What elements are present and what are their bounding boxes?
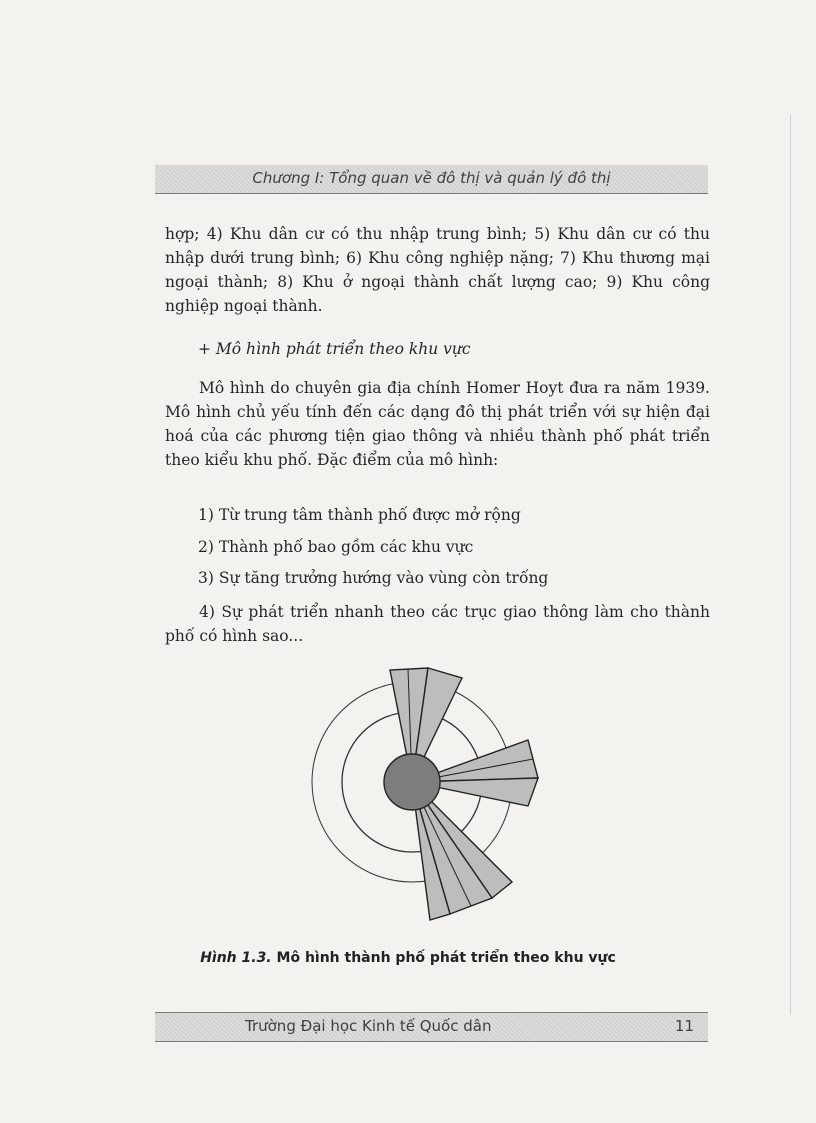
footer-band (155, 1012, 708, 1042)
intro-paragraph (165, 222, 710, 318)
intro-text: hợp; 4) Khu dân cư có thu nhập trung bình; 5) Khu dân cư có thu nhập dưới trung bình; 6) Khu công nghiệp nặng; 7) Khu thương mại ngoại thành; 8) Khu ở ngoại thành chất lượng cao; 9) Khu công nghiệp ngoại thành. (165, 225, 710, 315)
list-item-3: 3) Sự tăng trưởng hướng vào vùng còn trống (198, 569, 549, 587)
list-item-4-block (165, 600, 710, 648)
list-item-4: 4) Sự phát triển nhanh theo các trục giao thông làm cho thành phố có hình sao... (165, 603, 710, 645)
figure-caption (0, 950, 816, 966)
sector-model-diagram (300, 650, 580, 930)
figure-label: Hình 1.3. (200, 950, 272, 966)
chapter-header-title: Chương I: Tổng quan về đô thị và quản lý đô thị (252, 169, 611, 187)
footer-school-name: Trường Đại học Kinh tế Quốc dân (245, 1017, 492, 1035)
page-edge-line (790, 115, 791, 1015)
page-number: 11 (674, 1017, 694, 1035)
figure-caption-text: Mô hình thành phố phát triển theo khu vực (276, 950, 616, 966)
chapter-header-band (155, 165, 708, 194)
section-subheading: + Mô hình phát triển theo khu vực (198, 340, 471, 358)
list-item-2: 2) Thành phố bao gồm các khu vực (198, 538, 474, 556)
city-center-circle (384, 754, 440, 810)
list-item-1: 1) Từ trung tâm thành phố được mở rộng (198, 506, 521, 524)
description-text: Mô hình do chuyên gia địa chính Homer Hoyt đưa ra năm 1939. Mô hình chủ yếu tính đến các dạng đô thị phát triển với sự hiện đại hoá của các phương tiện giao thông và nhiều thành phố phát triển theo kiểu khu phố. Đặc điểm của mô hình: (165, 379, 710, 469)
description-paragraph (165, 376, 710, 472)
